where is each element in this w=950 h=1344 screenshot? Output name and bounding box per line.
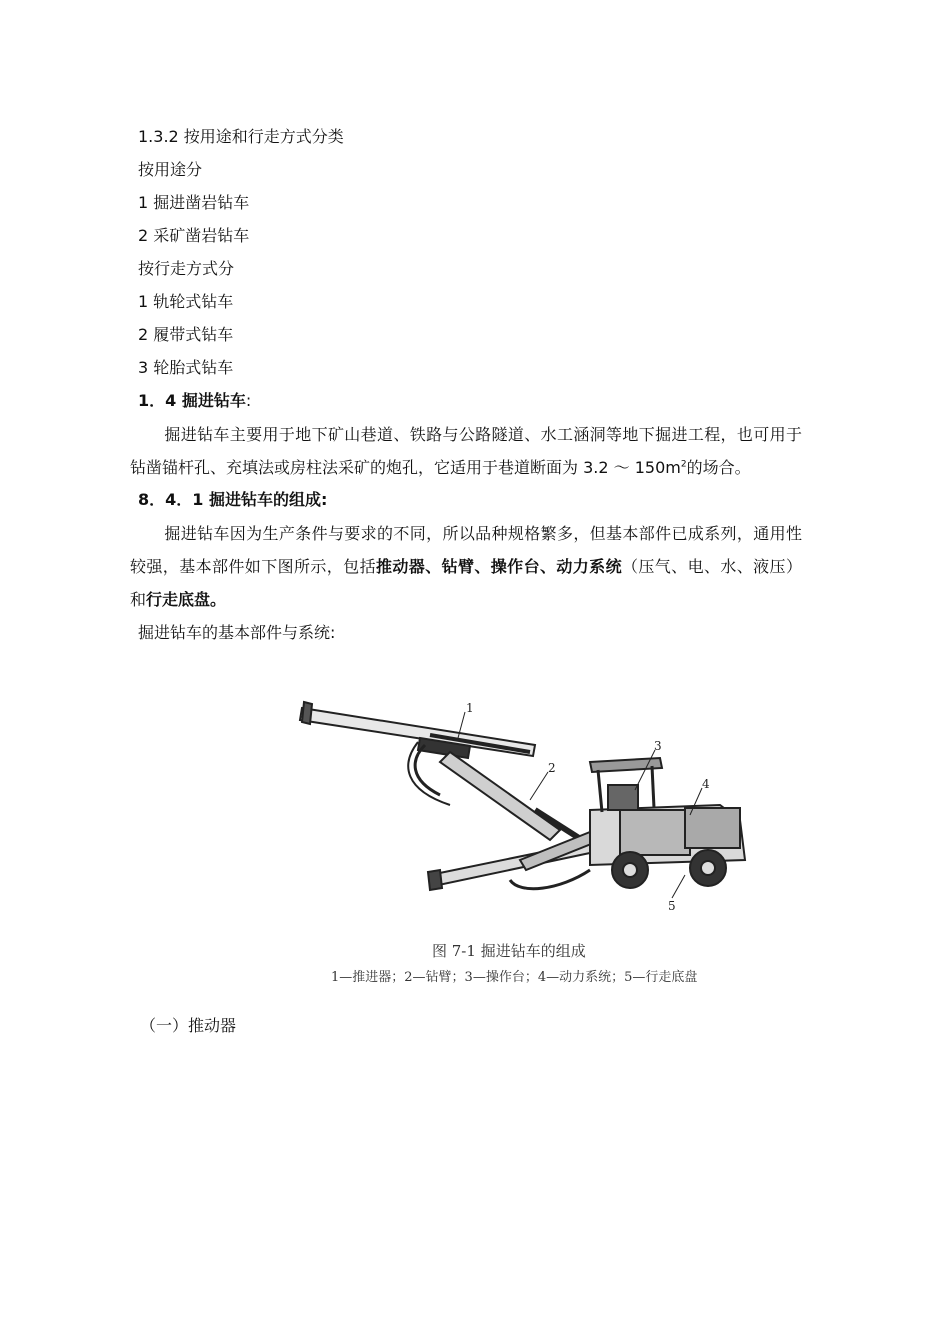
section-heading-1-4-suffix: :: [245, 391, 252, 410]
drill-jumbo-figure: [290, 690, 760, 920]
callout-4: 4: [702, 777, 710, 791]
list-item: 1 掘进凿岩钻车: [138, 193, 250, 212]
section-heading-1-3-2: 1.3.2 按用途和行走方式分类: [138, 127, 344, 146]
superscript-2: 2: [680, 459, 687, 470]
section-1-4-paragraph-tail: 的场合。: [686, 458, 751, 477]
list-item: 2 采矿凿岩钻车: [138, 226, 250, 245]
list-item: 1 轨轮式钻车: [138, 292, 234, 311]
para-text-1: 掘进钻车因为生产条件与要求的不同，所以品种规格繁多，但基本部件已成系列，通用性较强，基本部件如下图所示，包括: [130, 524, 802, 576]
section-8-4-1-paragraph: [130, 517, 802, 616]
callout-2: 2: [548, 761, 556, 775]
drill-jumbo-illustration: [290, 690, 760, 920]
figure-legend: 1—推进器；2—钻臂；3—操作台；4—动力系统；5—行走底盘: [331, 970, 698, 985]
list-item: 2 履带式钻车: [138, 325, 234, 344]
section-heading-8-4-1: 8．4．1 掘进钻车的组成:: [138, 490, 328, 509]
sub-label: 掘进钻车的基本部件与系统:: [138, 623, 336, 642]
subsection-heading: （一）推动器: [140, 1016, 237, 1035]
section-heading-1-4: [138, 391, 251, 411]
section-heading-1-4-bold: 1．4 掘进钻车: [138, 391, 246, 410]
callout-3: 3: [654, 739, 662, 753]
para-text-2: （压气、电、水、液压）和: [130, 557, 802, 609]
section-1-4-paragraph-text: 掘进钻车主要用于地下矿山巷道、铁路与公路隧道、水工涵洞等地下掘进工程，也可用于钻凿锚杆孔、充填法或房柱法采矿的炮孔，它适用于巷道断面为 3.2 ～ 150m: [130, 425, 802, 477]
by-travel-label: 按行走方式分: [138, 259, 235, 278]
callout-5: 5: [668, 899, 676, 913]
list-item: 3 轮胎式钻车: [138, 358, 234, 377]
by-use-label: 按用途分: [138, 160, 203, 179]
para-bold-components: 推动器、钻臂、操作台、动力系统: [375, 557, 622, 576]
para-bold-chassis: 行走底盘。: [146, 590, 227, 609]
figure-caption: 图 7-1 掘进钻车的组成: [432, 942, 586, 960]
section-1-4-paragraph: [130, 418, 802, 484]
callout-1: 1: [466, 701, 474, 715]
